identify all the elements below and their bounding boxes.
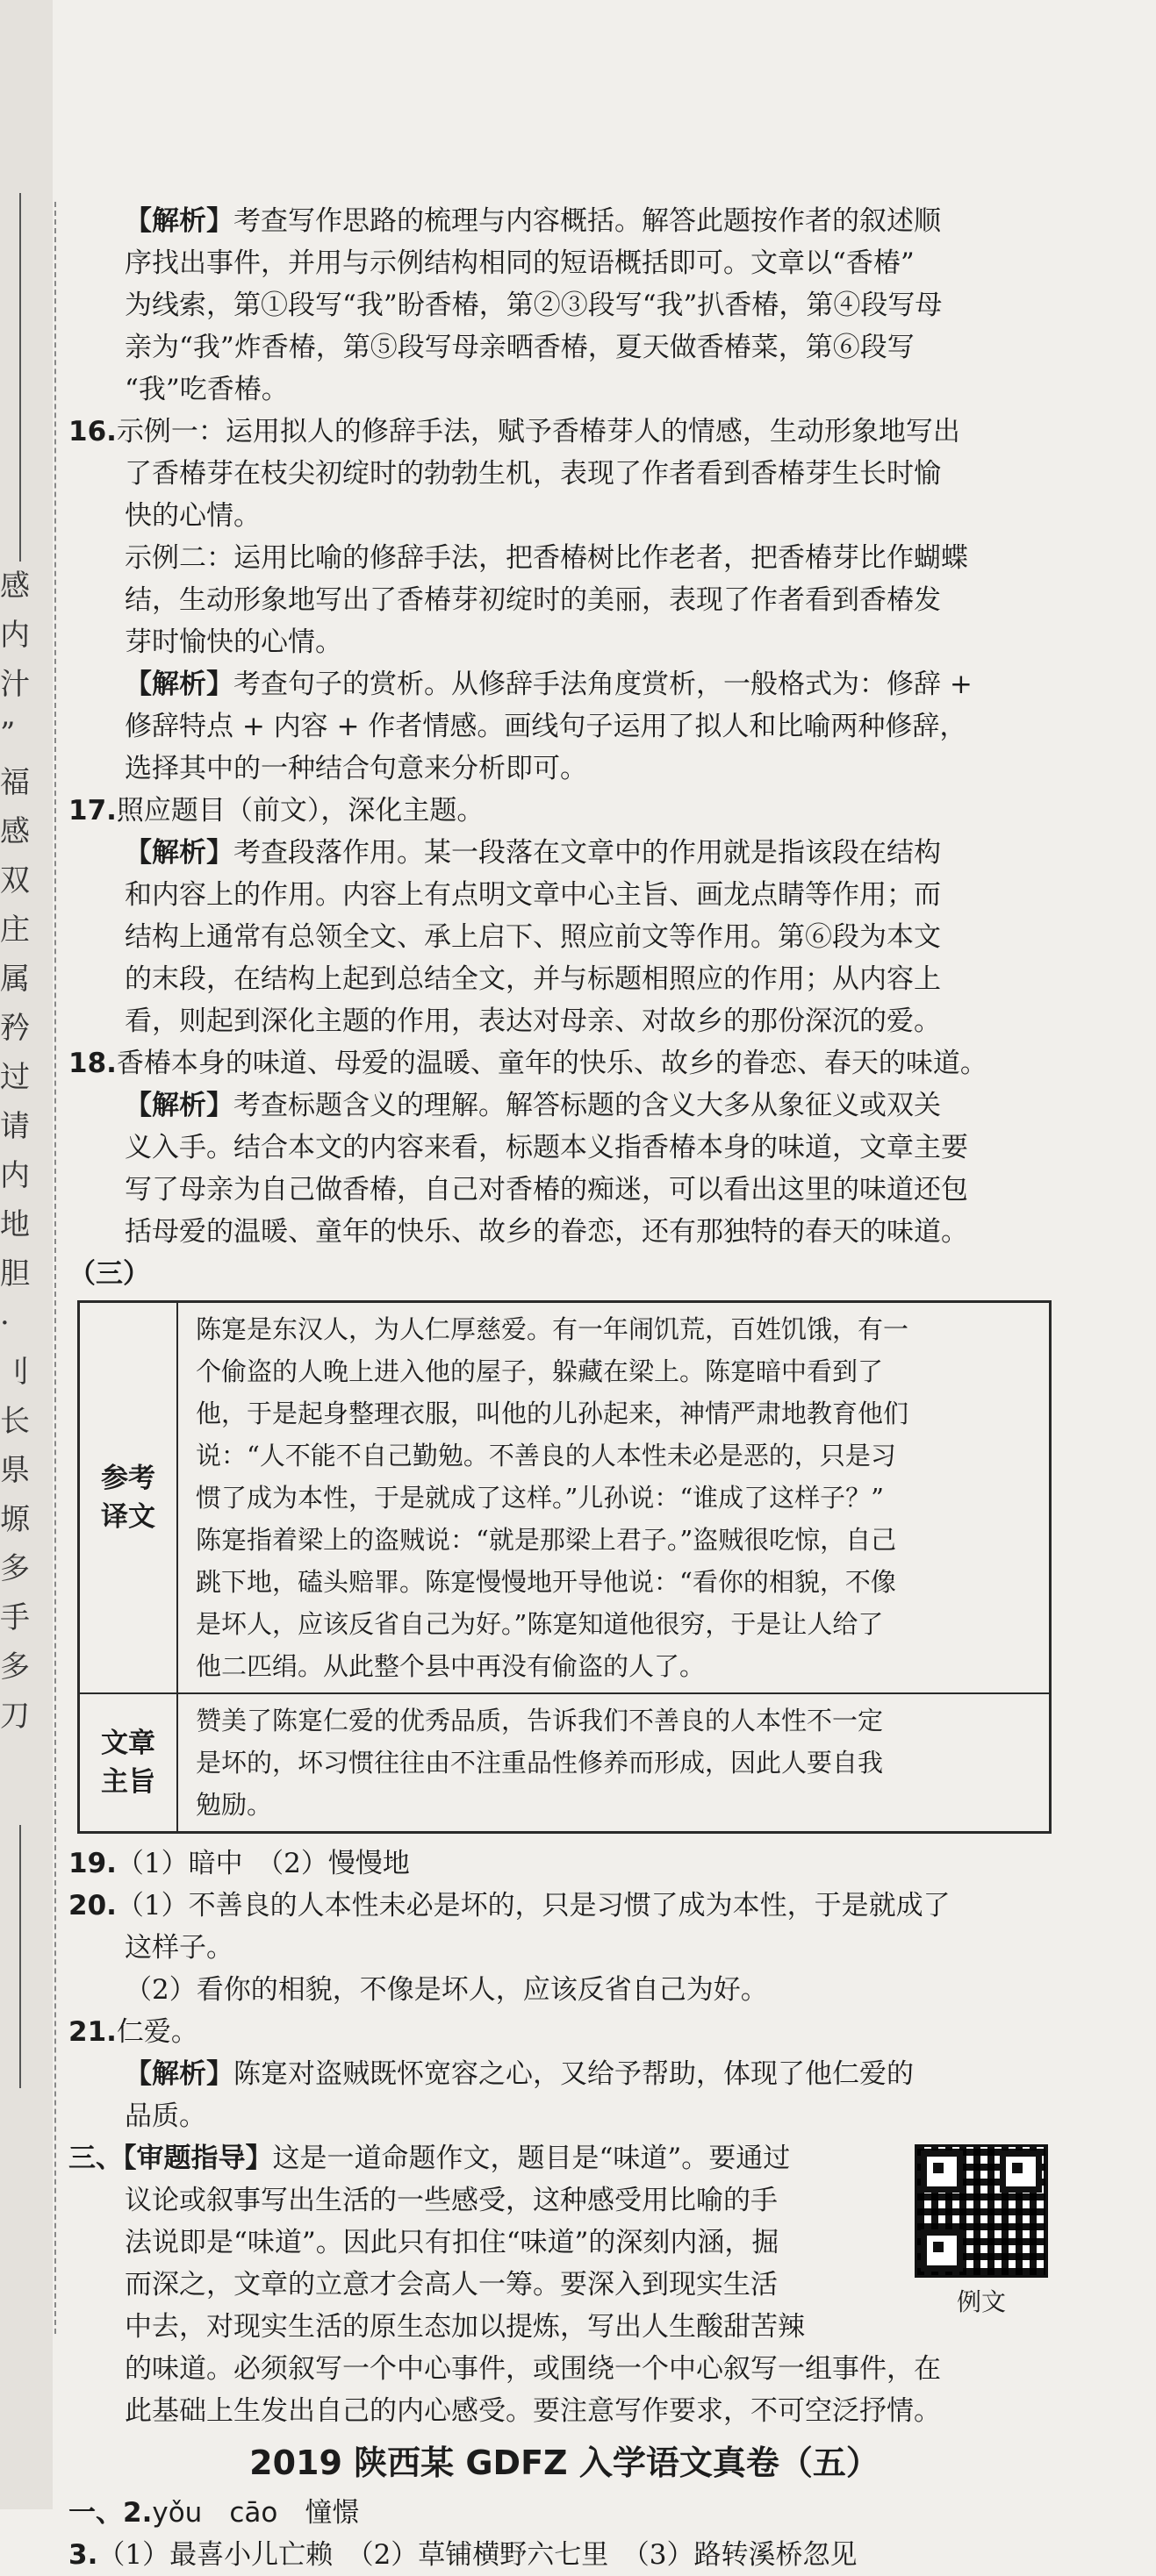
reference-table (77, 1300, 1052, 1834)
theme-line: 赞美了陈寔仁爱的优秀品质，告诉我们不善良的人本性不一定 (196, 1706, 884, 1735)
answer-text: （2）看你的相貌，不像是坏人，应该反省自己为好。 (125, 1974, 768, 2006)
analysis-text: 陈寔对盗贼既怀宽容之心，又给予帮助，体现了他仁爱的 (233, 2058, 914, 2090)
analysis-text: 选择其中的一种结合句意来分析即可。 (125, 753, 587, 784)
answer-text: 芽时愉快的心情。 (125, 626, 342, 658)
question-1-2 (68, 2492, 1060, 2534)
analysis-text: 看，则起到深化主题的作用，表达对母亲、对故乡的那份深沉的爱。 (125, 1005, 941, 1037)
theme-line: 勉励。 (196, 1790, 273, 1820)
analysis-tag: 【 解析 】 (125, 1090, 233, 1121)
question-17 (68, 790, 1060, 1042)
guidance-text: 此基础上生发出自己的内心感受。要注意写作要求，不可空泛抒情。 (125, 2395, 941, 2427)
label-line: 译文 (101, 1501, 155, 1533)
guidance-text: 的味道。必须叙写一个中心事件，或围绕一个中心叙写一组事件，在 (125, 2353, 941, 2385)
guidance-text: 这是一道命题作文，题目是“味道”。要通过 (272, 2143, 791, 2174)
translation-line: 惯了成为本性，于是就成了这样。”儿孙说：“谁成了这样子？” (196, 1483, 884, 1513)
analysis-text: 考查句子的赏析。从修辞手法角度赏析，一般格式为：修辞 + (233, 669, 973, 700)
question-16 (68, 411, 1060, 790)
question-number: 16. (68, 416, 117, 447)
analysis-text: 结构上通常有总领全文、承上启下、照应前文等作用。第⑥段为本文 (125, 921, 941, 953)
question-number: 17. (68, 795, 117, 826)
translation-line: 个偷盗的人晚上进入他的屋子，躲藏在梁上。陈寔暗中看到了 (196, 1356, 884, 1386)
answer-text: 仁爱。 (116, 2016, 198, 2048)
guidance-tag: 【 审题指导 】 (123, 2143, 273, 2174)
answer-text: （1）暗中 （2）慢慢地 (116, 1848, 410, 1879)
answer-text: 快的心情。 (125, 500, 261, 532)
translation-line: 跳下地，磕头赔罪。陈寔慢慢地开导他说：“看你的相貌，不像 (196, 1567, 896, 1597)
answer-text: （1）不善良的人本性未必是坏的，只是习惯了成为本性，于是就成了 (116, 1890, 951, 1921)
left-margin-char: 感 (0, 569, 30, 604)
analysis-tag: 【 解析 】 (125, 2058, 233, 2090)
left-margin-char: 多 (0, 1649, 30, 1685)
theme-text (177, 1693, 1051, 1833)
left-margin-char: 长 (0, 1404, 30, 1439)
left-margin-char: 请 (0, 1109, 30, 1144)
translation-text (177, 1302, 1051, 1694)
left-margin-char: 刂 (0, 1355, 30, 1390)
answer-text: 照应题目（前文），深化主题。 (116, 795, 485, 826)
translation-line: 他二匹绢。从此整个县中再没有偷盗的人了。 (196, 1651, 706, 1681)
guidance-text: 法说即是“味道”。因此只有扣住“味道”的深刻内涵，掘 (125, 2227, 779, 2258)
question-number: 一、2. (68, 2497, 153, 2529)
qr-code-icon[interactable] (915, 2144, 1048, 2278)
translation-line: 陈寔指着梁上的盗贼说：“就是那梁上君子。”盗贼很吃惊，自己 (196, 1525, 897, 1555)
question-number: 3. (68, 2539, 98, 2571)
answer-text: 结，生动形象地写出了香椿芽初绽时的美丽，表现了作者看到香椿发 (125, 584, 941, 616)
question-3 (68, 2534, 1060, 2576)
analysis-text: 考查标题含义的理解。解答标题的含义大多从象征义或双关 (233, 1090, 941, 1121)
translation-line: 他，于是起身整理衣服，叫他的儿孙起来，神情严肃地教育他们 (196, 1399, 909, 1428)
left-margin-rule (19, 193, 21, 562)
translation-line: 是坏人，应该反省自己为好。”陈寔知道他很穷，于是让人给了 (196, 1609, 884, 1639)
answer-text: 这样子。 (125, 1932, 233, 1964)
guidance-text: 而深之，文章的立意才会高人一筹。要深入到现实生活 (125, 2269, 778, 2301)
q15-analysis (68, 200, 1060, 411)
analysis-text: 和内容上的作用。内容上有点明文章中心主旨、画龙点睛等作用；而 (125, 879, 941, 911)
theme-row (79, 1693, 1051, 1833)
translation-label (79, 1302, 178, 1694)
answer-text: （1）最喜小儿亡赖 （2）草铺横野六七里 （3）路转溪桥忽见 (97, 2539, 858, 2571)
theme-line: 是坏的，坏习惯往往由不注重品性修养而形成，因此人要自我 (196, 1748, 884, 1778)
analysis-text: 修辞特点 + 内容 + 作者情感。画线句子运用了拟人和比喻两种修辞， (125, 711, 967, 742)
analysis-tag: 【 解析 】 (125, 837, 233, 869)
left-margin-char: 多 (0, 1551, 30, 1586)
label-line: 参考 (101, 1463, 155, 1494)
left-margin-char: 汁 (0, 667, 30, 702)
guidance-text: 中去，对现实生活的原生态加以提炼，写出人生酸甜苦辣 (125, 2311, 805, 2343)
analysis-tag: 【 解析 】 (125, 669, 233, 700)
label-line: 主旨 (101, 1766, 155, 1798)
answer-text: 示例一：运用拟人的修辞手法，赋予香椿芽人的情感，生动形象地写出 (116, 416, 960, 447)
analysis-tag: 【 解析 】 (125, 205, 233, 237)
answer-text: 香椿本身的味道、母爱的温暖、童年的快乐、故乡的眷恋、春天的味道。 (116, 1048, 987, 1079)
answer-text: yǒu cāo 憧憬 (152, 2497, 360, 2529)
left-margin-char: 双 (0, 863, 30, 898)
left-margin-char: 県 (0, 1453, 30, 1488)
left-margin-char: 内 (0, 1158, 30, 1193)
analysis-text: 括母爱的温暖、童年的快乐、故乡的眷恋，还有那独特的春天的味道。 (125, 1216, 968, 1248)
question-18 (68, 1042, 1060, 1253)
left-margin-cut-text (0, 562, 30, 1741)
analysis-text: 考查写作思路的梳理与内容概括。解答此题按作者的叙述顺 (233, 205, 941, 237)
analysis-text: 序找出事件，并用与示例结构相同的短语概括即可。文章以“香椿” (125, 247, 915, 279)
cut-dashed-line (54, 202, 56, 2334)
left-margin-char: 塬 (0, 1502, 30, 1537)
left-margin-char: 刀 (0, 1699, 30, 1734)
analysis-text: 考查段落作用。某一段落在文章中的作用就是指该段在结构 (233, 837, 941, 869)
question-20 (68, 1885, 1060, 2011)
translation-row (79, 1302, 1051, 1694)
answer-text: 了香椿芽在枝尖初绽时的勃勃生机，表现了作者看到香椿芽生长时愉 (125, 458, 941, 490)
left-margin-char: 属 (0, 962, 30, 997)
left-margin-char: 矜 (0, 1011, 30, 1046)
left-margin-rule-lower (19, 1825, 21, 2088)
qr-caption: 例文 (956, 2287, 1006, 2316)
left-margin-char: · (0, 1306, 10, 1341)
left-margin-char: 地 (0, 1207, 30, 1242)
left-margin-char: 福 (0, 765, 30, 800)
label-line: 文章 (101, 1728, 155, 1759)
answer-text: 示例二：运用比喻的修辞手法，把香椿树比作老者，把香椿芽比作蝴蝶 (125, 542, 968, 574)
left-margin-char: 庄 (0, 912, 30, 948)
analysis-text: 义入手。结合本文的内容来看，标题本义指香椿本身的味道，文章主要 (125, 1132, 968, 1163)
question-number: 三、 (68, 2143, 123, 2174)
theme-label (79, 1693, 178, 1833)
example-essay-qr[interactable] (911, 2144, 1052, 2323)
question-number: 18. (68, 1048, 117, 1079)
analysis-text: 品质。 (125, 2100, 206, 2132)
section-3-label: （三） (68, 1258, 150, 1290)
left-margin-char: 感 (0, 814, 30, 849)
translation-line: 陈寔是东汉人，为人仁厚慈爱。有一年闹饥荒，百姓饥饿，有一 (196, 1314, 909, 1344)
question-21 (68, 2011, 1060, 2137)
left-margin-char: 手 (0, 1600, 30, 1635)
analysis-text: 亲为“我”炸香椿，第⑤段写母亲晒香椿，夏天做香椿菜，第⑥段写 (125, 332, 915, 363)
left-margin-char: 内 (0, 618, 30, 653)
question-number: 20. (68, 1890, 117, 1921)
answer-content (68, 200, 1060, 2576)
translation-line: 说：“人不能不自己勤勉。不善良的人本性未必是恶的，只是习 (196, 1441, 896, 1470)
question-19 (68, 1843, 1060, 1885)
analysis-text: 为线索，第①段写“我”盼香椿，第②③段写“我”扒香椿，第④段写母 (125, 290, 943, 321)
question-number: 19. (68, 1848, 117, 1879)
question-number: 21. (68, 2016, 117, 2048)
analysis-text: “我”吃香椿。 (125, 374, 289, 405)
analysis-text: 的末段，在结构上起到总结全文，并与标题相照应的作用；从内容上 (125, 963, 941, 995)
essay-guidance (68, 2137, 1060, 2432)
exam-title: 2019 陕西某 GDFZ 入学语文真卷（五） (249, 2444, 880, 2482)
left-margin-char: 胆 (0, 1256, 30, 1292)
analysis-text: 写了母亲为自己做香椿，自己对香椿的痴迷，可以看出这里的味道还包 (125, 1174, 968, 1206)
left-margin-char: 过 (0, 1060, 30, 1095)
left-margin-char: ” (0, 716, 16, 751)
guidance-text: 议论或叙事写出生活的一些感受，这种感受用比喻的手 (125, 2185, 778, 2216)
